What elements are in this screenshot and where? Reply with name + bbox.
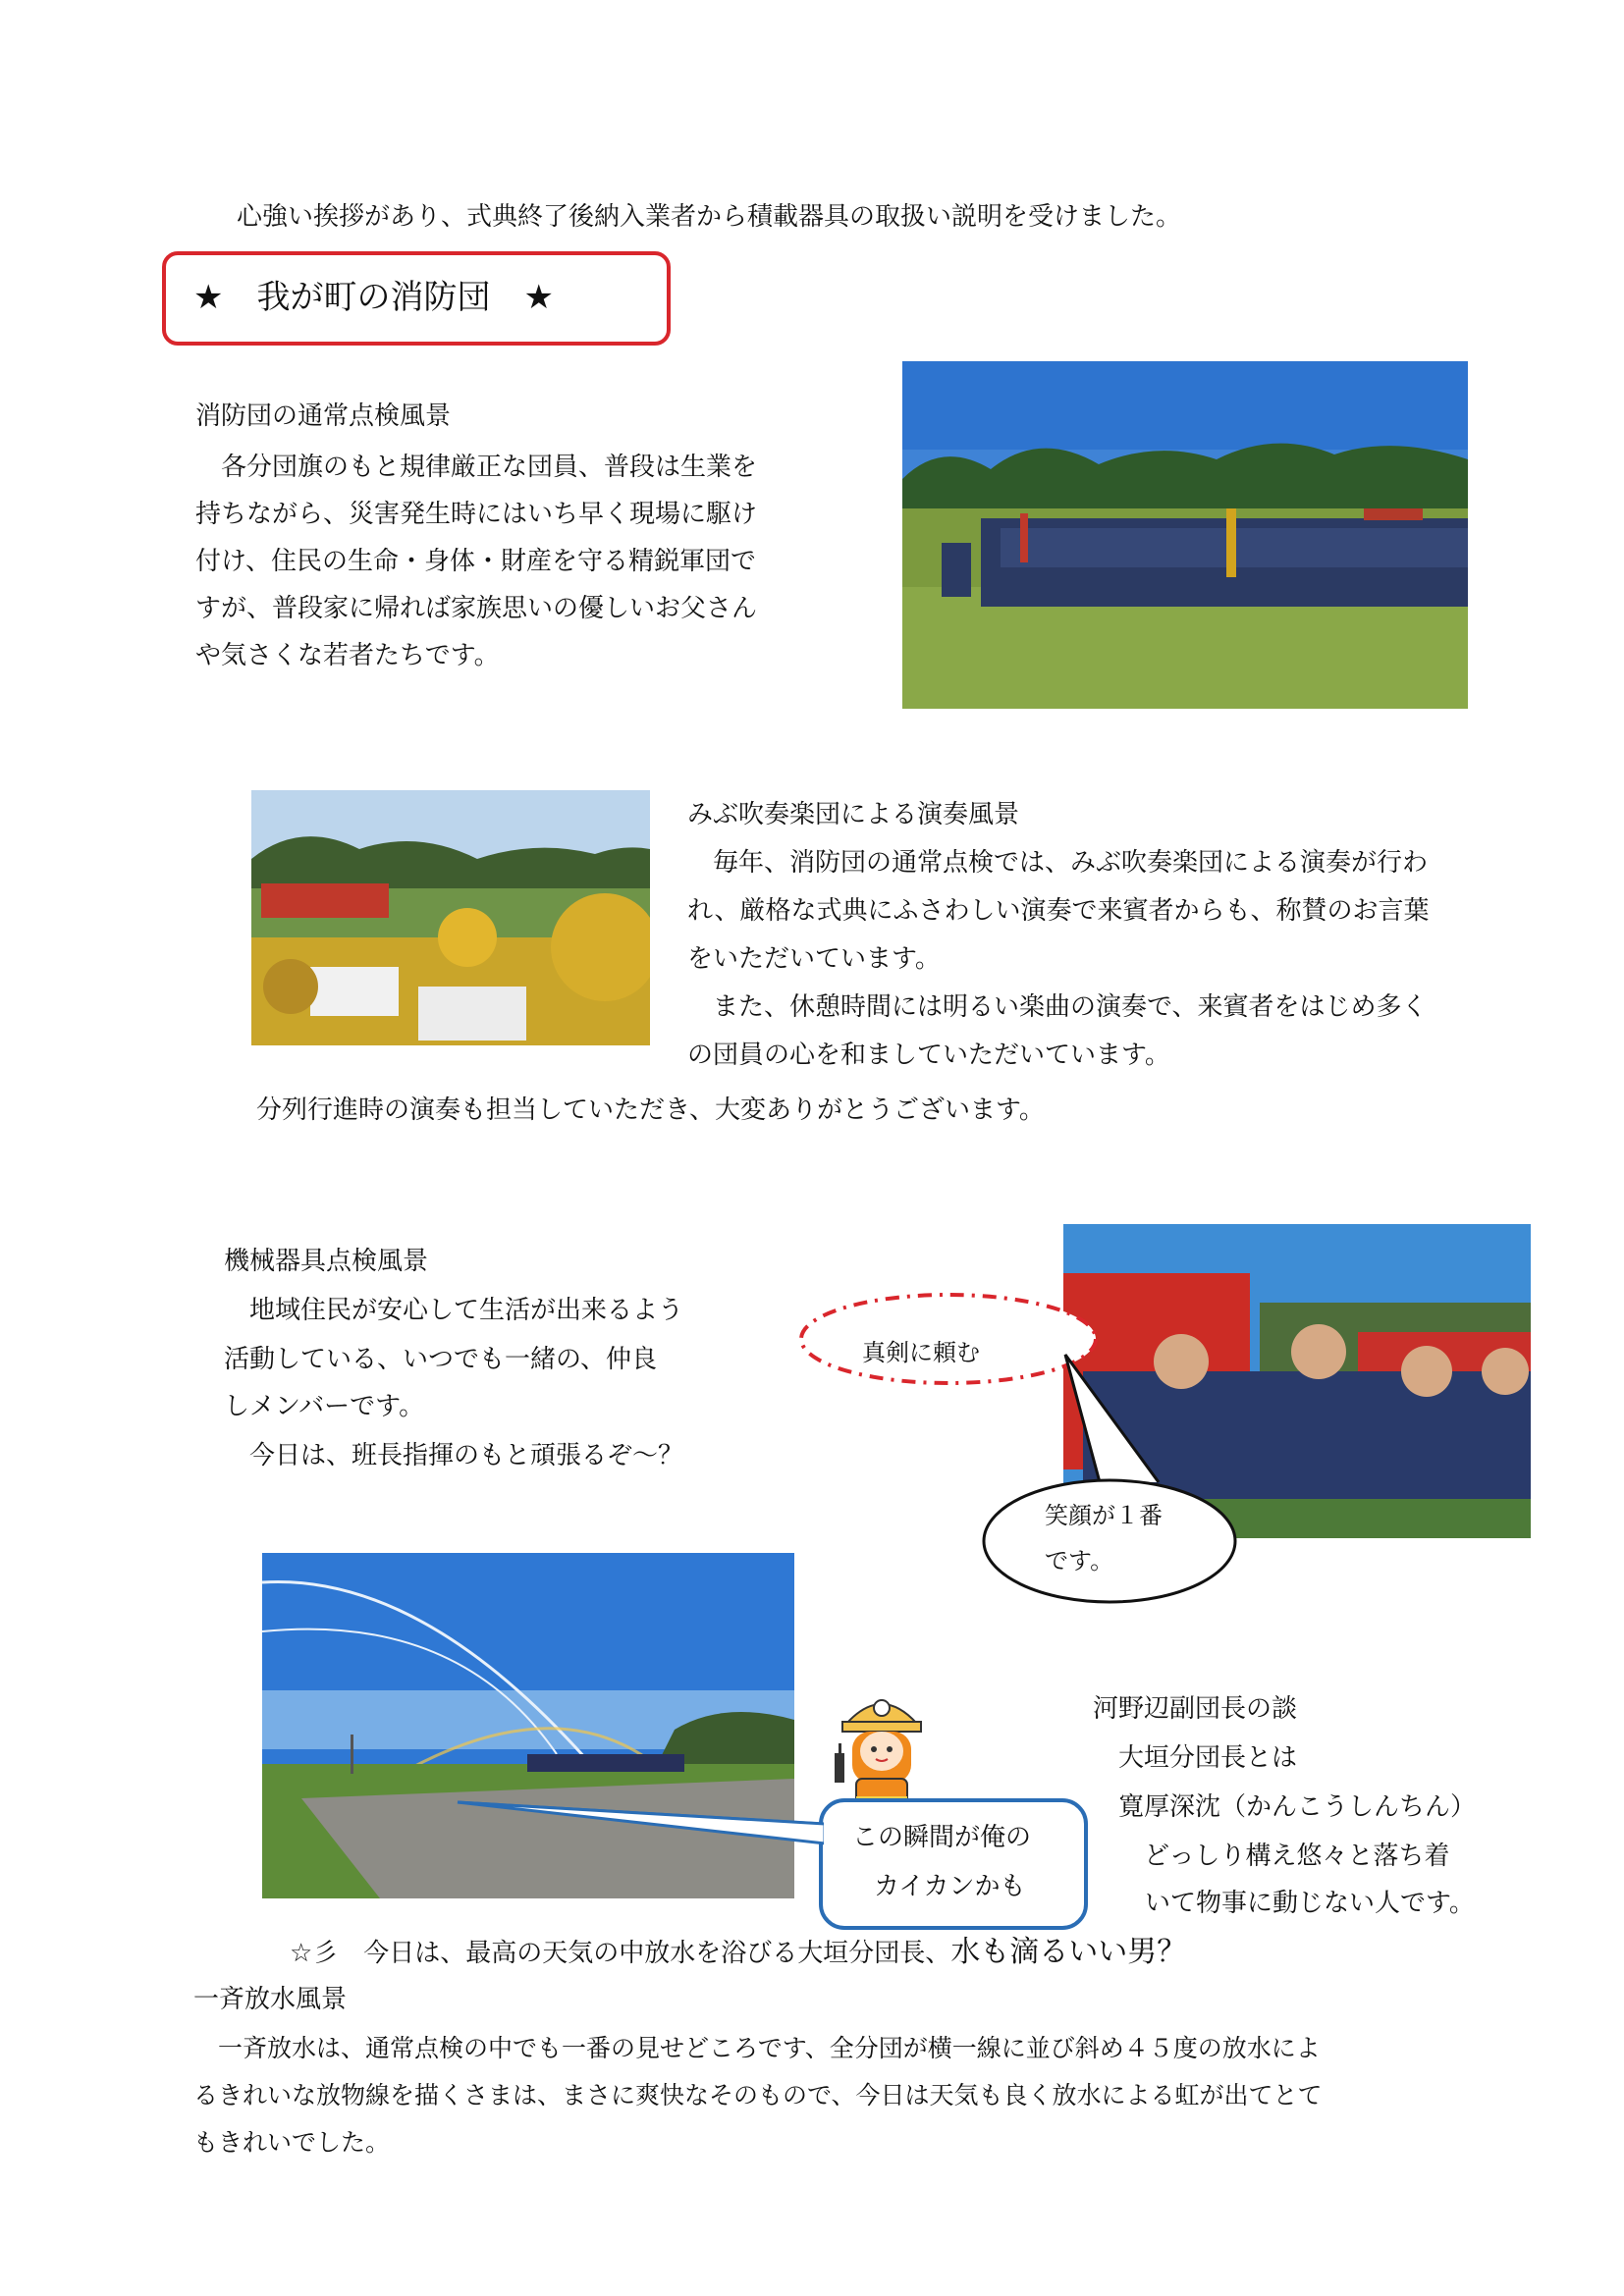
vice-chief-line: どっしり構え悠々と落ち着: [1093, 1842, 1450, 1871]
inspection-line: 各分団旗のもと規律厳正な団員、普段は生業を: [195, 453, 758, 482]
band-line: をいただいています。: [687, 944, 941, 974]
smile-bubble-line: 笑顔が１番: [1045, 1502, 1163, 1529]
vice-chief-title: 河野辺副団長の談: [1093, 1694, 1298, 1724]
inspection-title: 消防団の通常点検風景: [195, 401, 452, 431]
inspection-line: や気さくな若者たちです。: [195, 641, 500, 670]
band-closing: 分列行進時の演奏も担当していただき、大変ありがとうございます。: [256, 1095, 1045, 1125]
equipment-line: 地域住民が安心して生活が出来るよう: [224, 1296, 684, 1325]
equipment-title: 機械器具点検風景: [224, 1247, 429, 1276]
band-line: 毎年、消防団の通常点検では、みぶ吹奏楽団による演奏が行わ: [687, 848, 1429, 878]
inspection-line: 持ちながら、災害発生時にはいち早く現場に駆け: [195, 500, 758, 529]
smile-bubble-line: です。: [1045, 1547, 1114, 1575]
mascot-bubble-line: カイカンかも: [874, 1872, 1026, 1901]
band-line: また、休憩時間には明るい楽曲の演奏で、来賓者をはじめ多く: [687, 992, 1428, 1022]
equipment-line: 今日は、班長指揮のもと頑張るぞ～？: [224, 1441, 684, 1470]
mascot-bubble-line: この瞬間が俺の: [852, 1823, 1032, 1852]
vice-chief-line: 大垣分団長とは: [1093, 1743, 1298, 1773]
inspection-line: すが、普段家に帰れば家族思いの優しいお父さん: [195, 594, 758, 623]
equipment-line: 活動している、いつでも一緒の、仲良: [224, 1345, 657, 1374]
band-photo: [251, 790, 650, 1045]
band-line: れ、厳格な式典にふさわしい演奏で来賓者からも、称賛のお言葉: [687, 896, 1430, 926]
mascot-bubble: [452, 1783, 1100, 1940]
section-heading: ★ 我が町の消防団 ★: [193, 278, 554, 317]
intro-text: 心強い挨拶があり、式典終了後納入業者から積載器具の取扱い説明を受けました。: [237, 202, 1182, 232]
vice-chief-line: 寛厚深沈（かんこうしんちん）: [1093, 1792, 1477, 1822]
spray-line: るきれいな放物線を描くさまは、まさに爽快なそのもので、今日は天気も良く放水による虹が出てとて: [193, 2081, 1323, 2109]
spray-line: 一斉放水は、通常点検の中でも一番の見せどころです、全分団が横一線に並び斜め４５度の放水によ: [193, 2034, 1321, 2062]
inspection-line: 付け、住民の生命・身体・財産を守る精鋭軍団で: [195, 547, 756, 576]
spray-title: 一斉放水風景: [193, 1985, 348, 2014]
section-heading-box: [162, 251, 671, 346]
equipment-line: しメンバーです。: [224, 1392, 425, 1421]
band-line: の団員の心を和ましていただいています。: [687, 1041, 1170, 1070]
parade-photo: [902, 361, 1468, 709]
serious-bubble-text: 真剣に頼む: [862, 1339, 980, 1366]
highlight-line: [290, 1935, 1187, 1969]
spray-line: もきれいでした。: [193, 2128, 391, 2157]
highlight-emphasis: 水も滴るいい男？: [950, 1935, 1187, 1969]
vice-chief-line: いて物事に動じない人です。: [1119, 1889, 1475, 1918]
highlight-prefix: ☆彡 今日は、最高の天気の中放水を浴びる大垣分団長、: [290, 1939, 951, 1968]
band-title: みぶ吹奏楽団による演奏風景: [687, 800, 1020, 829]
